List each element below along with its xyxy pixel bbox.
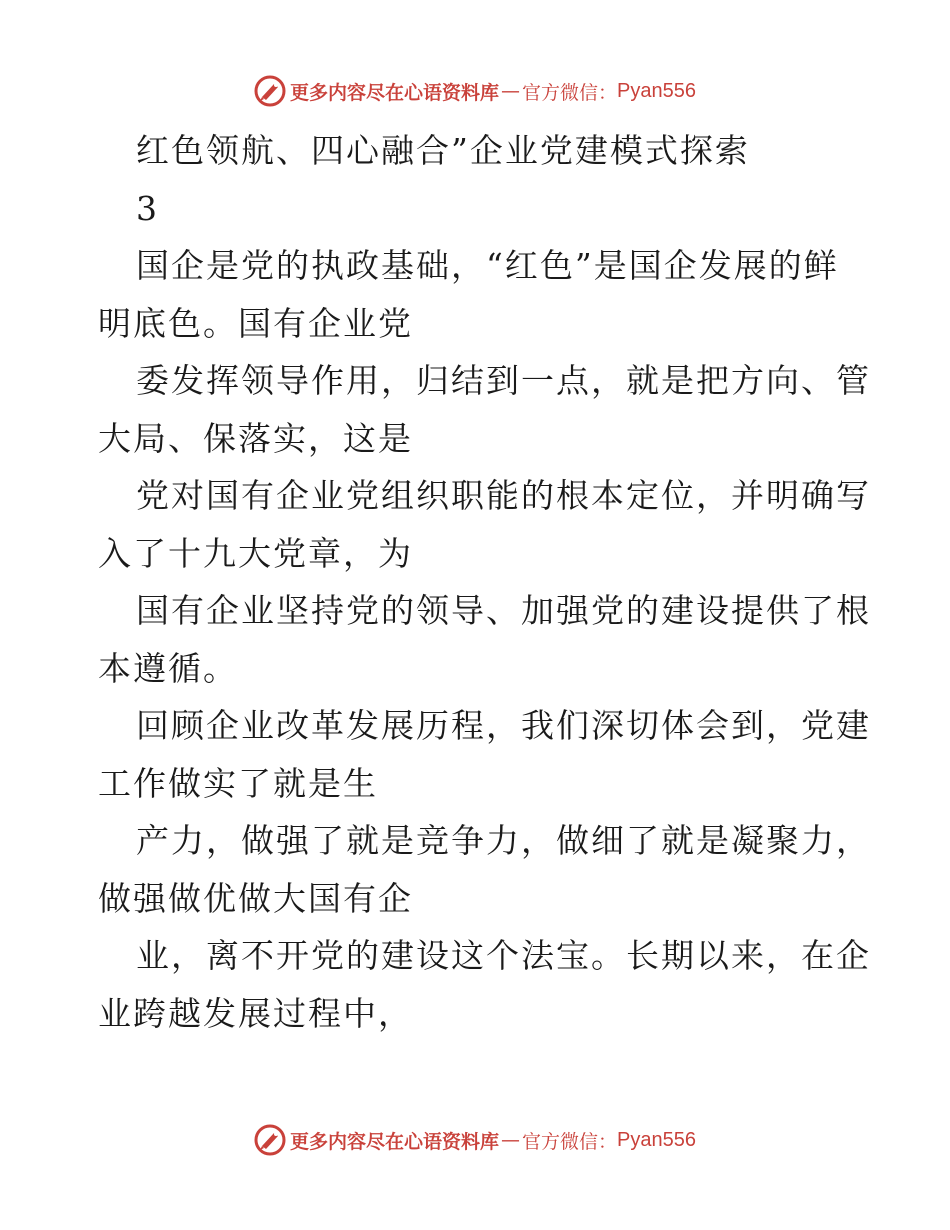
banner-wechat-label: 官方微信： bbox=[522, 81, 618, 104]
paragraph-line: 大局、保落实，这是 bbox=[98, 418, 413, 458]
document-title: 红色领航、四心融合”企业党建模式探索 bbox=[136, 131, 750, 170]
banner-wechat-id: Pyan556 bbox=[617, 1128, 696, 1151]
paragraph-line: 委发挥领导作用，归结到一点，就是把方向、管 bbox=[136, 361, 871, 400]
paragraph-line: 党对国有企业党组织职能的根本定位，并明确写 bbox=[136, 476, 871, 515]
paragraph-line: 产力，做强了就是竞争力，做细了就是凝聚力， bbox=[136, 821, 871, 860]
paragraph-line: 国有企业坚持党的领导、加强党的建设提供了根 bbox=[136, 591, 871, 630]
banner-wechat-label: 官方微信： bbox=[522, 1130, 618, 1153]
banner-text: 更多内容尽在心语资料库 bbox=[290, 81, 500, 104]
paragraph-line: 明底色。国有企业党 bbox=[98, 303, 413, 343]
paragraph-line: 入了十九大党章，为 bbox=[98, 533, 413, 573]
footer-watermark bbox=[0, 1120, 950, 1160]
banner-separator: — bbox=[501, 1129, 521, 1151]
paragraph-line: 回顾企业改革发展历程，我们深切体会到，党建 bbox=[136, 706, 871, 745]
paragraph-line: 国企是党的执政基础，“红色”是国企发展的鲜 bbox=[136, 246, 839, 285]
section-number: 3 bbox=[136, 188, 159, 228]
paragraph-line: 业，离不开党的建设这个法宝。长期以来，在企 bbox=[136, 936, 871, 975]
header-watermark bbox=[0, 71, 950, 111]
document-body bbox=[98, 122, 871, 1042]
paragraph-line: 业跨越发展过程中， bbox=[98, 993, 413, 1033]
banner-text: 更多内容尽在心语资料库 bbox=[290, 1130, 500, 1153]
brand-logo-icon bbox=[254, 1124, 286, 1156]
paragraph-line: 工作做实了就是生 bbox=[98, 763, 378, 803]
brand-logo-icon bbox=[254, 75, 286, 107]
banner-wechat-id: Pyan556 bbox=[617, 79, 696, 102]
paragraph-line: 本遵循。 bbox=[98, 648, 238, 688]
banner-separator: — bbox=[501, 80, 521, 102]
paragraph-line: 做强做优做大国有企 bbox=[98, 878, 413, 918]
